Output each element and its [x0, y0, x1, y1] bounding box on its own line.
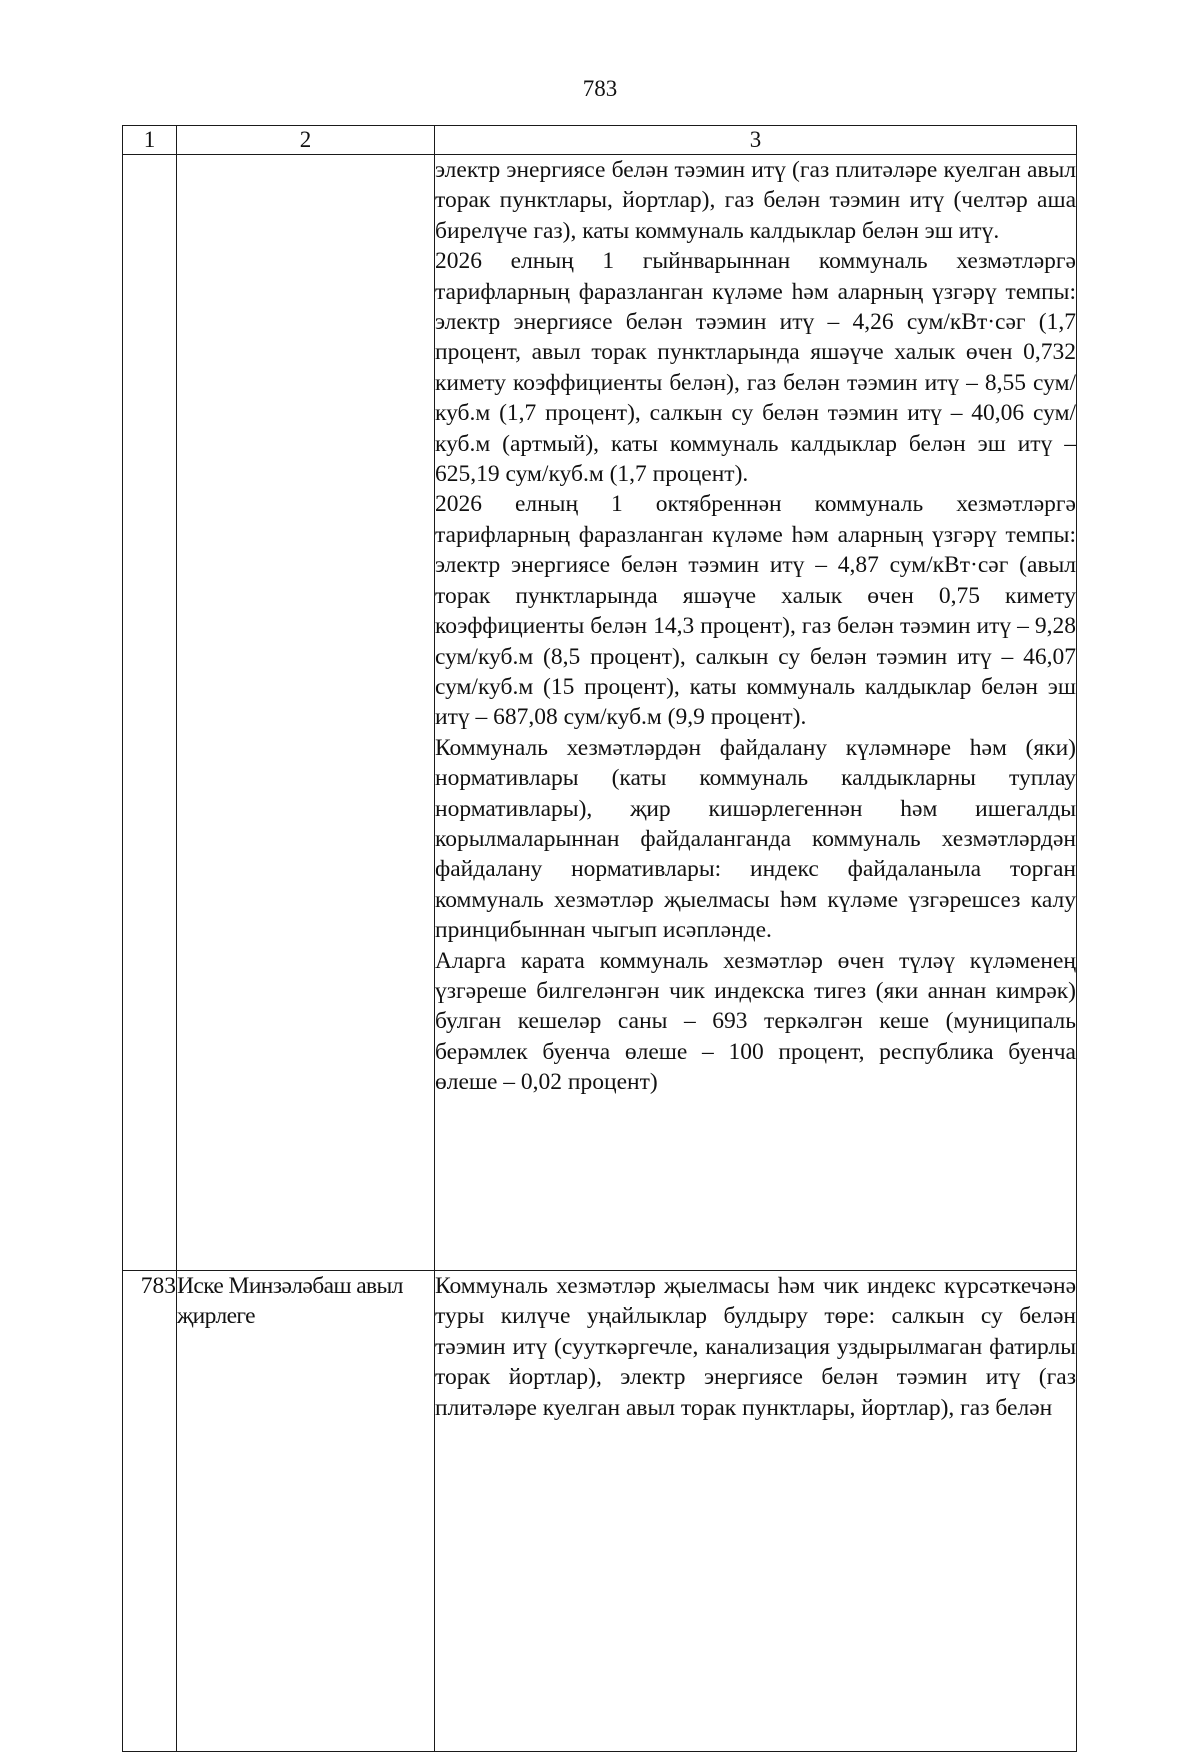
- description-paragraph: 2026 елның 1 гыйнварыннан коммуналь хезмәтләргә тарифларның фаразланган күләме һәм аларның үзгәрү темпы: электр энергиясе белән тәэмин итү – 4,26 сум/кВт·сәг (1,7 процент, авыл торак пунктларында яшәүче халык өчен 0,732 кимету коэффициенты белән), газ белән тәэмин итү – 8,55 сум/куб.м (1,7 процент), салкын су белән тәэмин итү – 40,06 сум/куб.м (артмый), каты коммуналь калдыклар белән эш итү – 625,19 сум/куб.м (1,7 процент).: [435, 248, 1076, 488]
- description-paragraph: 2026 елның 1 октябреннән коммуналь хезмәтләргә тарифларның фаразланган күләме һәм аларның үзгәрү темпы: электр энергиясе белән тәэмин итү – 4,87 сум/кВт·сәг (авыл торак пунктларында яшәүче халык өчен 0,75 кимету коэффициенты белән 14,3 процент), газ белән тәэмин итү – 9,28 сум/куб.м (8,5 процент), салкын су белән тәэмин итү – 46,07 сум/куб.м (15 процент), каты коммуналь калдыклар белән эш итү – 687,08 сум/куб.м (9,9 процент).: [435, 491, 1076, 731]
- row-number-cell: [123, 155, 177, 1271]
- table-header-row: [123, 126, 1077, 155]
- settlement-name-cell: [177, 155, 435, 1271]
- description-paragraph: Аларга карата коммуналь хезмәтләр өчен түләү күләменең үзгәреше билгеләнгән чик индекска тигез (яки аннан кимрәк) булган кешеләр саны – 693 теркәлгән кеше (муниципаль берәмлек буенча өлеше – 100 процент, республика буенча өлеше – 0,02 процент): [435, 947, 1076, 1096]
- description-paragraph: Коммуналь хезмәтләрдән файдалану күләмнәре һәм (яки) нормативлары (каты коммуналь калдыкларны туплау нормативлары), җир кишәрлегеннән һәм ишегалды корылмаларыннан файдаланганда коммуналь хезмәтләрдән файдалану нормативлары: индекс файдаланыла торган коммуналь хезмәтләр җыелмасы һәм күләме үзгәрешсез калу принцибыннан чыгып исәпләнде.: [435, 734, 1076, 944]
- description-paragraph: электр энергиясе белән тәэмин итү (газ плитәләре куелган авыл торак пунктлары, йортлар), газ белән тәэмин итү (челтәр аша бирелүче газ), каты коммуналь калдыклар белән эш итү.: [435, 157, 1076, 244]
- description-paragraph: Коммуналь хезмәтләр җыелмасы һәм чик индекс күрсәткечәнә туры килүче уңайлыклар булдыру төре: салкын су белән тәэмин итү (сууткәргечле, канализация уздырылмаган фатирлы торак йортлар), электр энергиясе белән тәэмин итү (газ плитәләре куелган авыл торак пунктлары, йортлар), газ белән: [435, 1273, 1076, 1421]
- description-cell: [435, 1271, 1077, 1752]
- column-header-1: 1: [123, 126, 177, 155]
- column-header-3: 3: [435, 126, 1077, 155]
- municipal-tariff-table: [122, 125, 1077, 1752]
- column-header-2: 2: [177, 126, 435, 155]
- description-cell: [435, 155, 1077, 1271]
- row-number-cell: 783: [123, 1271, 177, 1752]
- table-row: [123, 155, 1077, 1271]
- settlement-name-cell: Иске Минзәләбаш авыл җирлеге: [177, 1271, 435, 1752]
- page-number: 783: [582, 76, 618, 101]
- table-row: [123, 1271, 1077, 1752]
